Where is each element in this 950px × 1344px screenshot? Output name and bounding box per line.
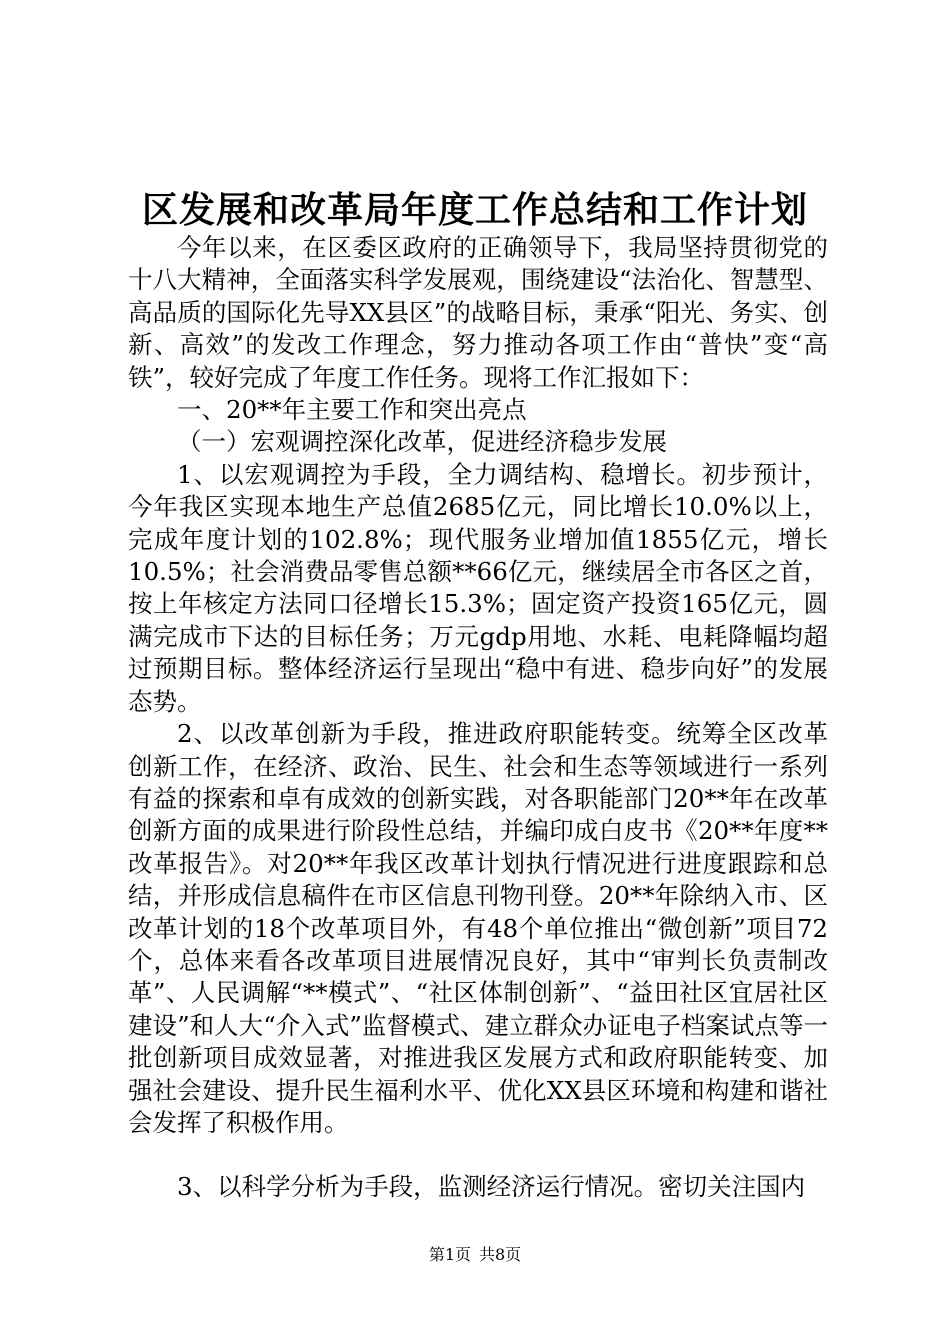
intro-paragraph: 今年以来，在区委区政府的正确领导下，我局坚持贯彻党的十八大精神，全面落实科学发展观，围绕建设“法治化、智慧型、高品质的国际化先导XX县区”的战略目标，秉承“阳光、务实、创新、高效”的发改工作理念，努力推动各项工作由“普快”变“高铁”，较好完成了年度工作任务。现将工作汇报如下：	[128, 233, 828, 392]
section-heading: 一、20**年主要工作和突出亮点	[177, 395, 527, 425]
document-body	[128, 232, 828, 1204]
item-paragraph-3: 3、以科学分析为手段，监测经济运行情况。密切关注国内	[177, 1172, 806, 1202]
subsection-heading: （一）宏观调控深化改革，促进经济稳步发展	[177, 427, 667, 457]
page-total: 共8页	[479, 1245, 522, 1264]
item-paragraph-2: 2、以改革创新为手段，推进政府职能转变。统筹全区改革创新工作，在经济、政治、民生、社会和生态等领域进行一系列有益的探索和卓有成效的创新实践，对各职能部门20**年在改革创新方面的成果进行阶段性总结，并编印成白皮书《20**年度**改革报告》。对20**年我区改革计划执行情况进行进度跟踪和总结，并形成信息稿件在市区信息刊物刊登。20**年除纳入市、区改革计划的18个改革项目外，有48个单位推出“微创新”项目72个，总体来看各改革项目进展情况良好，其中“审判长负责制改革”、人民调解“**模式”、“社区体制创新”、“益田社区宜居社区建设”和人大“介入式”监督模式、建立群众办证电子档案试点等一批创新项目成效显著，对推进我区发展方式和政府职能转变、加强社会建设、提升民生福利水平、优化XX县区环境和构建和谐社会发挥了积极作用。	[128, 719, 828, 1137]
page-number: 第1页	[428, 1245, 471, 1264]
page-footer	[0, 1244, 950, 1266]
document-title: 区发展和改革局年度工作总结和工作计划	[141, 189, 808, 231]
item-paragraph-1: 1、以宏观调控为手段，全力调结构、稳增长。初步预计，今年我区实现本地生产总值2685亿元，同比增长10.0%以上，完成年度计划的102.8%；现代服务业增加值1855亿元，增长10.5%；社会消费品零售总额**66亿元，继续居全市各区之首，按上年核定方法同口径增长15.3%；固定资产投资165亿元，圆满完成市下达的目标任务；万元gdp用地、水耗、电耗降幅均超过预期目标。整体经济运行呈现出“稳中有进、稳步向好”的发展态势。	[128, 459, 828, 716]
